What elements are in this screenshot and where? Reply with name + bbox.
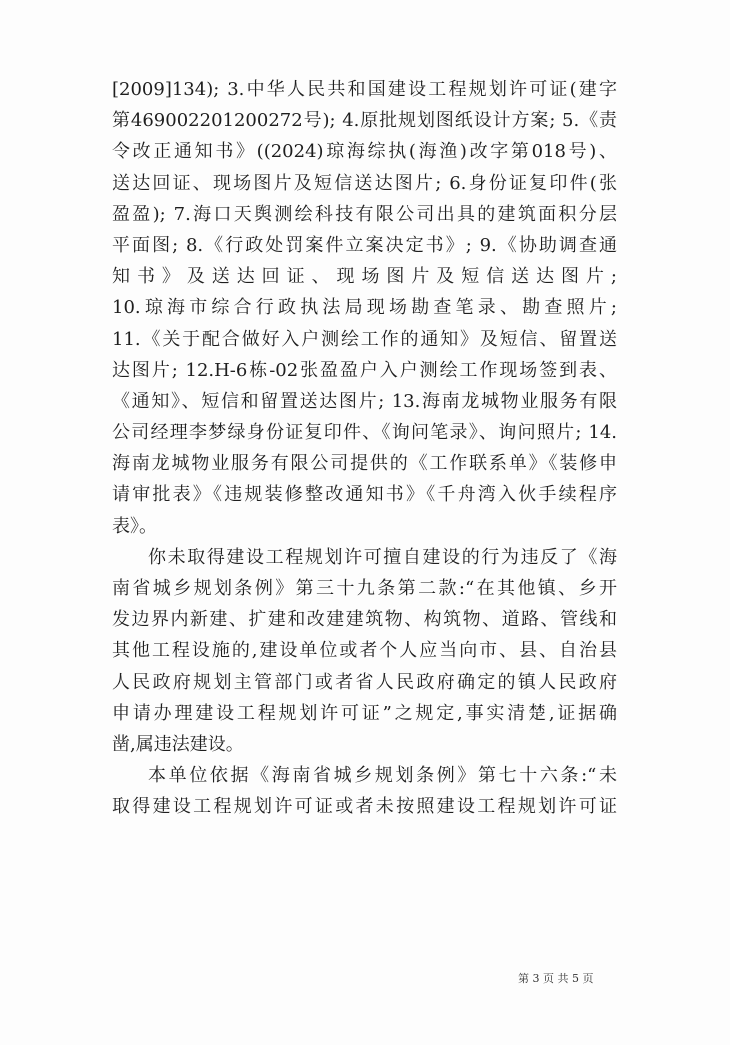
text-line: 你未取得建设工程规划许可擅自建设的行为违反了《海	[148, 546, 617, 568]
text-line: 达图片; 12.H-6栋-02张盈盈户入户测绘工作现场签到表、	[112, 359, 617, 381]
page-number: 第 3 页 共 5 页	[518, 972, 594, 985]
text-line: 《通知》、短信和留置送达图片; 13.海南龙城物业服务有限	[112, 390, 617, 412]
paragraph-violation-finding	[112, 542, 617, 760]
text-line: 海南龙城物业服务有限公司提供的《工作联系单》《装修申	[112, 453, 617, 475]
text-line: 平面图; 8.《行政处罚案件立案决定书》; 9.《协助调查通	[112, 234, 617, 256]
text-line: 表》。	[112, 515, 157, 537]
paragraph-legal-basis	[112, 760, 617, 822]
text-line: 请审批表》《违规装修整改通知书》《千舟湾入伙手续程序	[112, 484, 617, 506]
text-line: 11.《关于配合做好入户测绘工作的通知》及短信、留置送	[112, 328, 617, 350]
text-line: 其他工程设施的,建设单位或者个人应当向市、县、自治县	[112, 640, 617, 662]
text-line: 公司经理李梦绿身份证复印件、《询问笔录》、询问照片; 14.	[112, 422, 617, 444]
text-line: 知书》及送达回证、现场图片及短信送达图片;	[112, 266, 617, 288]
text-line: 取得建设工程规划许可证或者未按照建设工程规划许可证	[112, 796, 617, 818]
text-line: 本单位依据《海南省城乡规划条例》第七十六条:“未	[148, 765, 617, 787]
document-body	[112, 74, 617, 823]
text-line: 送达回证、现场图片及短信送达图片; 6.身份证复印件(张	[112, 172, 617, 194]
text-line: 盈盈); 7.海口天舆测绘科技有限公司出具的建筑面积分层	[112, 203, 617, 225]
text-line: 令改正通知书》((2024)琼海综执(海渔)改字第018号)、	[112, 141, 617, 163]
text-line: 人民政府规划主管部门或者省人民政府确定的镇人民政府	[112, 671, 617, 693]
text-line: 第469002201200272号); 4.原批规划图纸设计方案; 5.《责	[112, 110, 617, 132]
text-line: 发边界内新建、扩建和改建建筑物、构筑物、道路、管线和	[112, 609, 617, 631]
text-line: 申请办理建设工程规划许可证”之规定,事实清楚,证据确	[112, 702, 617, 724]
text-line: 南省城乡规划条例》第三十九条第二款:“在其他镇、乡开	[112, 578, 617, 599]
text-line: 凿,属违法建设。	[112, 733, 244, 755]
text-line: 10.琼海市综合行政执法局现场勘查笔录、勘查照片;	[112, 297, 617, 319]
paragraph-evidence-list	[112, 74, 617, 542]
text-line: [2009]134); 3.中华人民共和国建设工程规划许可证(建字	[112, 79, 617, 100]
